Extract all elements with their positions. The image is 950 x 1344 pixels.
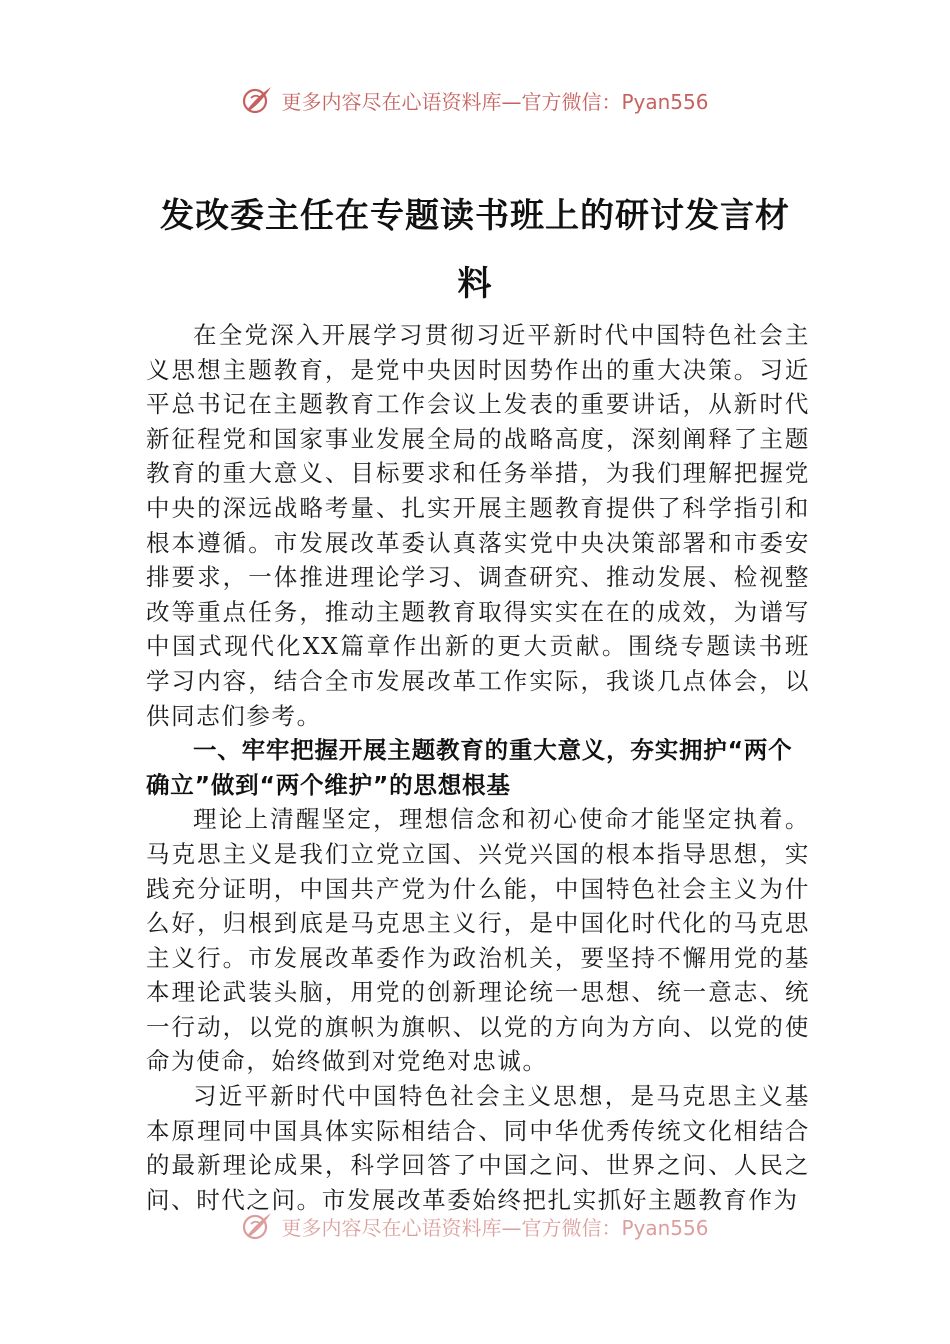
watermark-footer xyxy=(0,1210,950,1242)
document-title-line-1: 发改委主任在专题读书班上的研讨发言材 xyxy=(160,196,790,236)
document-title-line-2: 料 xyxy=(457,264,493,304)
watermark-header xyxy=(0,84,950,116)
body-paragraph: 理论上清醒坚定，理想信念和初心使命才能坚定执着。马克思主义是我们立党立国、兴党兴国的根本指导思想，实践充分证明，中国共产党为什么能，中国特色社会主义为什么好，归根到底是马克思主义行，是中国化时代化的马克思主义行。市发展改革委作为政治机关，要坚持不懈用党的基本理论武装头脑，用党的创新理论统一思想、统一意志、统一行动，以党的旗帜为旗帜、以党的方向为方向、以党的使命为使命，始终做到对党绝对忠诚。 xyxy=(146,805,810,1076)
body-paragraph: 习近平新时代中国特色社会主义思想，是马克思主义基本原理同中国具体实际相结合、同中华优秀传统文化相结合的最新理论成果，科学回答了中国之问、世界之问、人民之问、时代之问。市发展改革委始终把扎实抓好主题教育作为 xyxy=(146,1082,810,1214)
intro-paragraph: 在全党深入开展学习贯彻习近平新时代中国特色社会主义思想主题教育，是党中央因时因势作出的重大决策。习近平总书记在主题教育工作会议上发表的重要讲话，从新时代新征程党和国家事业发展全局的战略高度，深刻阐释了主题教育的重大意义、目标要求和任务举措，为我们理解把握党中央的深远战略考量、扎实开展主题教育提供了科学指引和根本遵循。市发展改革委认真落实党中央决策部署和市委安排要求，一体推进理论学习、调查研究、推动发展、检视整改等重点任务，推动主题教育取得实实在在的成效，为谱写中国式现代化XX篇章作出新的更大贡献。围绕专题读书班学习内容，结合全市发展改革工作实际，我谈几点体会，以供同志们参考。 xyxy=(146,321,810,730)
watermark-text: 更多内容尽在心语资料库—官方微信：Pyan556 xyxy=(281,89,709,114)
section-heading-1: 一、牢牢把握开展主题教育的重大意义，夯实拥护“两个确立”做到“两个维护”的思想根基 xyxy=(146,736,793,799)
quill-seal-icon xyxy=(241,84,273,116)
watermark-text: 更多内容尽在心语资料库—官方微信：Pyan556 xyxy=(281,1215,709,1240)
document-body xyxy=(146,318,810,1217)
quill-seal-icon xyxy=(241,1210,273,1242)
